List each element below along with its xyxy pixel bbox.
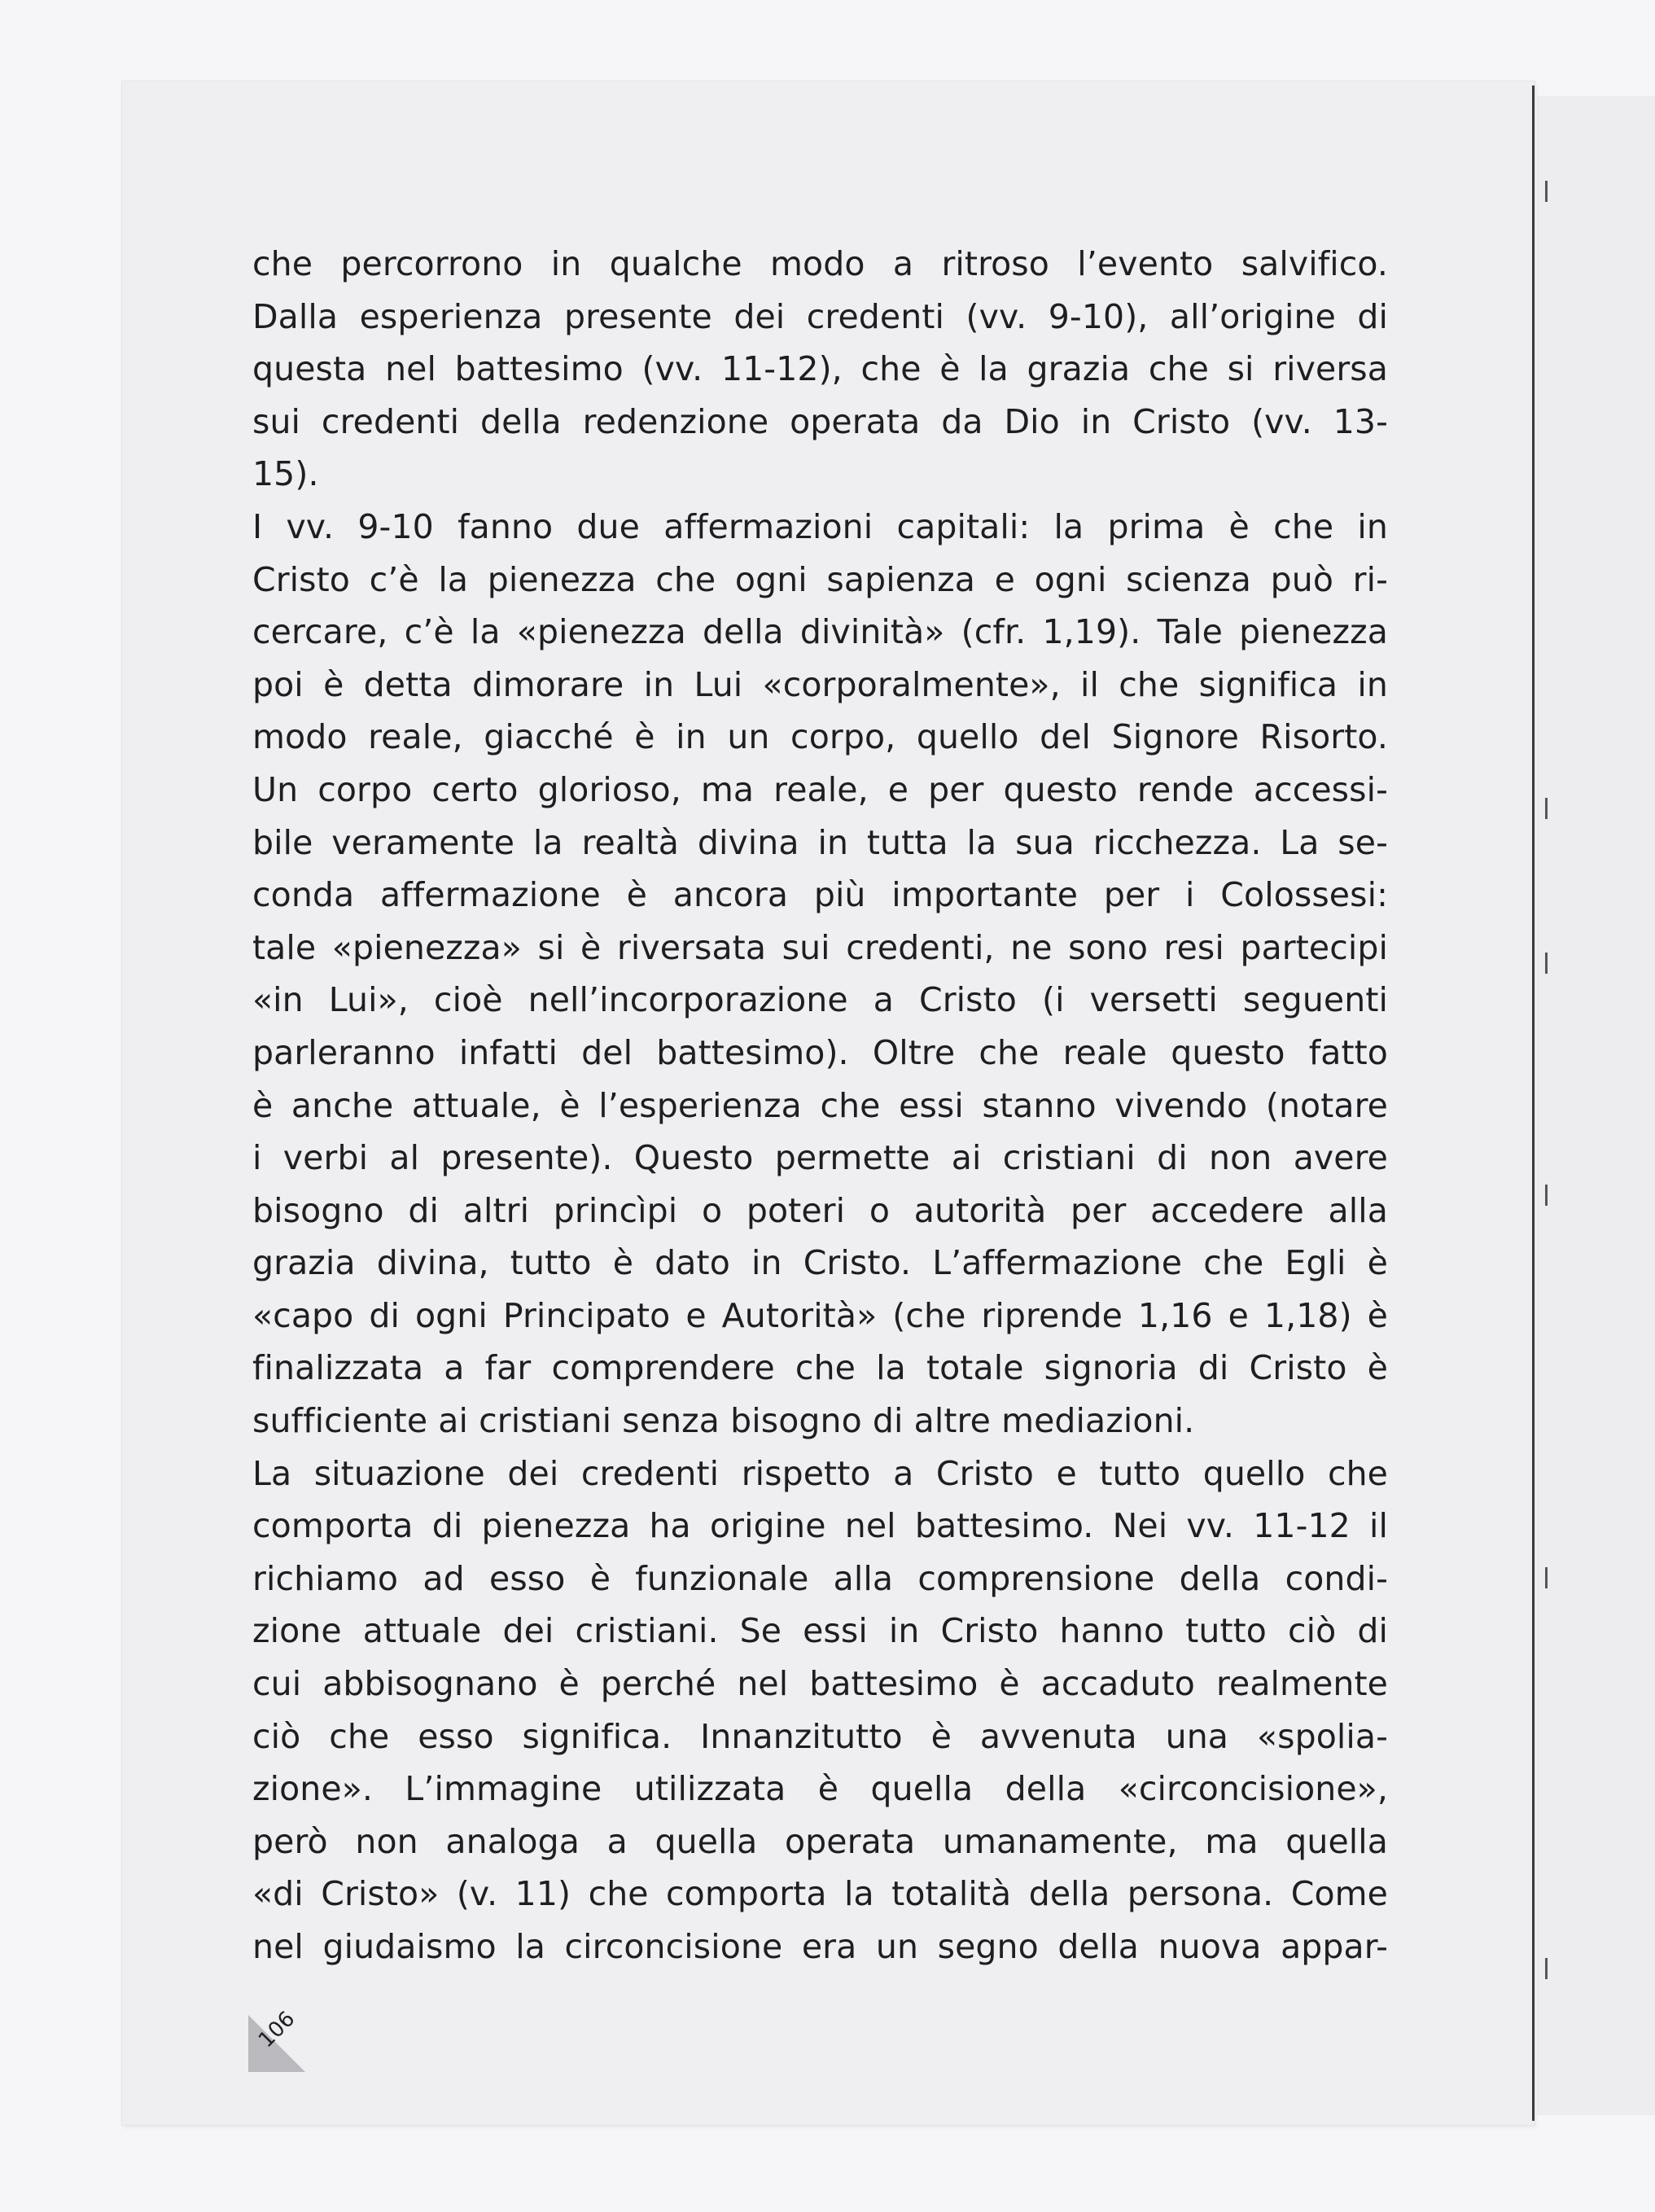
text-line: bisogno di altri princìpi o poteri o autorità per accedere alla bbox=[252, 1190, 1388, 1230]
text-line: modo reale, giacché è in un corpo, quello del Signore Risorto. bbox=[252, 717, 1388, 757]
page-number: 106 bbox=[254, 2006, 300, 2053]
body-text bbox=[252, 238, 1388, 1973]
facing-page-edge bbox=[1537, 96, 1655, 2115]
text-line: parleranno infatti del battesimo). Oltre che reale questo fatto bbox=[252, 1032, 1388, 1072]
text-line: poi è detta dimorare in Lui «corporalmente», il che significa in bbox=[252, 664, 1388, 704]
text-line: finalizzata a far comprendere che la totale signoria di Cristo è bbox=[252, 1348, 1388, 1388]
text-line: i verbi al presente). Questo permette ai cristiani di non avere bbox=[252, 1138, 1388, 1178]
text-line: nel giudaismo la circoncisione era un segno della nuova appar- bbox=[252, 1927, 1388, 1966]
text-line: tale «pienezza» si è riversata sui credenti, ne sono resi partecipi bbox=[252, 927, 1388, 967]
text-line: questa nel battesimo (vv. 11-12), che è la grazia che si riversa bbox=[252, 349, 1388, 389]
binding-stitch bbox=[1545, 1185, 1548, 1206]
text-line: che percorrono in qualche modo a ritroso l’evento salvifico. bbox=[252, 244, 1388, 283]
text-line: ciò che esso significa. Innanzitutto è avvenuta una «spolia- bbox=[252, 1716, 1388, 1756]
text-line: Dalla esperienza presente dei credenti (vv. 9-10), all’origine di bbox=[252, 296, 1388, 336]
text-line: La situazione dei credenti rispetto a Cristo e tutto quello che bbox=[252, 1453, 1388, 1493]
text-line: conda affermazione è ancora più importante per i Colossesi: bbox=[252, 875, 1388, 915]
text-line: zione attuale dei cristiani. Se essi in Cristo hanno tutto ciò di bbox=[252, 1611, 1388, 1651]
text-line: cui abbisognano è perché nel battesimo è accaduto realmente bbox=[252, 1664, 1388, 1704]
text-line: Un corpo certo glorioso, ma reale, e per questo rende accessi- bbox=[252, 769, 1388, 809]
text-line: sui credenti della redenzione operata da Dio in Cristo (vv. 13- bbox=[252, 401, 1388, 441]
text-line: grazia divina, tutto è dato in Cristo. L’affermazione che Egli è bbox=[252, 1243, 1388, 1283]
text-line: «capo di ogni Principato e Autorità» (che riprende 1,16 e 1,18) è bbox=[252, 1295, 1388, 1335]
text-line: 15). bbox=[252, 454, 319, 494]
text-line: «di Cristo» (v. 11) che comporta la totalità della persona. Come bbox=[252, 1874, 1388, 1914]
binding-stitch bbox=[1545, 1958, 1548, 1979]
binding-stitch bbox=[1545, 798, 1548, 819]
text-line: I vv. 9-10 fanno due affermazioni capitali: la prima è che in bbox=[252, 506, 1388, 546]
binding-stitch bbox=[1545, 181, 1548, 202]
text-line: bile veramente la realtà divina in tutta la sua ricchezza. La se- bbox=[252, 822, 1388, 862]
text-line: però non analoga a quella operata umanamente, ma quella bbox=[252, 1821, 1388, 1861]
text-line: sufficiente ai cristiani senza bisogno di altre mediazioni. bbox=[252, 1401, 1195, 1441]
text-line: cercare, c’è la «pienezza della divinità» (cfr. 1,19). Tale pienezza bbox=[252, 612, 1388, 652]
text-line: Cristo c’è la pienezza che ogni sapienza e ogni scienza può ri- bbox=[252, 559, 1388, 599]
binding-stitch bbox=[1545, 953, 1548, 974]
text-line: «in Lui», cioè nell’incorporazione a Cristo (i versetti seguenti bbox=[252, 980, 1388, 1020]
text-line: comporta di pienezza ha origine nel battesimo. Nei vv. 11-12 il bbox=[252, 1506, 1388, 1546]
book-spine bbox=[1532, 85, 1535, 2121]
page-number-marker bbox=[244, 2006, 317, 2084]
text-line: richiamo ad esso è funzionale alla comprensione della condi- bbox=[252, 1558, 1388, 1598]
text-line: zione». L’immagine utilizzata è quella della «circoncisione», bbox=[252, 1769, 1388, 1809]
binding-stitch bbox=[1545, 1567, 1548, 1588]
text-line: è anche attuale, è l’esperienza che essi stanno vivendo (notare bbox=[252, 1085, 1388, 1125]
